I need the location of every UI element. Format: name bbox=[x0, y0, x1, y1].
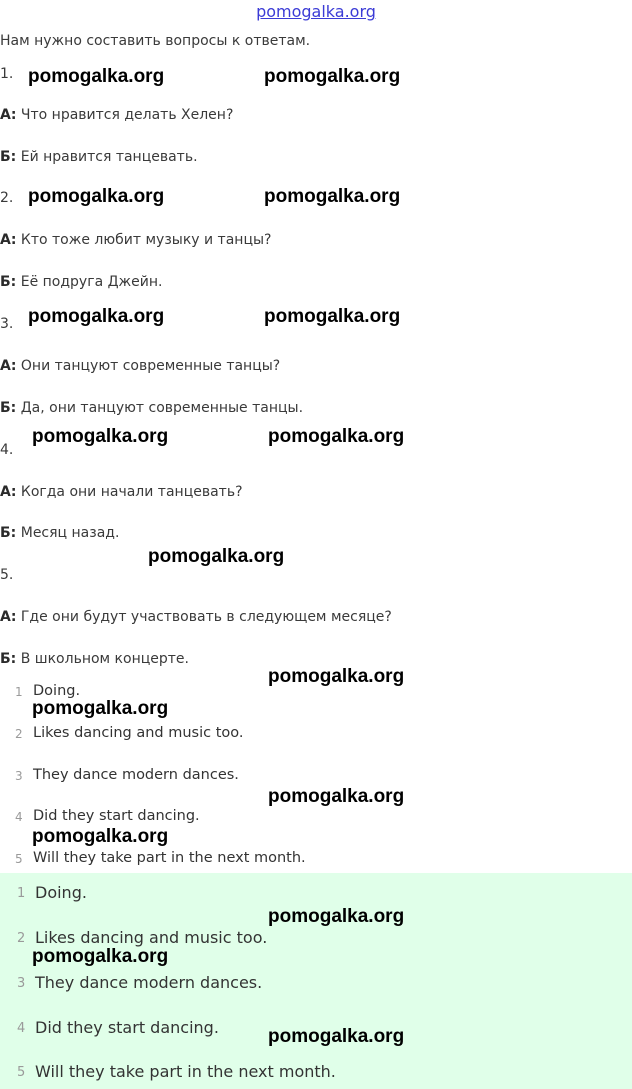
task-number: 3. bbox=[0, 316, 14, 332]
task-number: 2. bbox=[0, 190, 14, 206]
answer-text: Ей нравится танцевать. bbox=[20, 149, 198, 165]
watermark: pomogalka.org bbox=[32, 698, 169, 719]
watermark: pomogalka.org bbox=[148, 546, 285, 567]
speaker-a-label: А: bbox=[0, 484, 17, 500]
answer-number: 1 bbox=[17, 886, 26, 901]
question-text: Кто тоже любит музыку и танцы? bbox=[20, 232, 272, 248]
watermark: pomogalka.org bbox=[32, 826, 169, 847]
watermark: pomogalka.org bbox=[28, 66, 165, 87]
answer-number: 5 bbox=[15, 852, 23, 866]
watermark: pomogalka.org bbox=[32, 946, 169, 967]
watermark: pomogalka.org bbox=[32, 426, 169, 447]
speaker-b-label: Б: bbox=[0, 274, 17, 290]
answer-item-text: Will they take part in the next month. bbox=[35, 1062, 336, 1081]
speaker-b-label: Б: bbox=[0, 525, 17, 541]
answer-number: 4 bbox=[15, 810, 23, 824]
watermark: pomogalka.org bbox=[264, 306, 401, 327]
watermark: pomogalka.org bbox=[268, 1026, 405, 1047]
speaker-a-label: А: bbox=[0, 358, 17, 374]
answer-item-text: Likes dancing and music too. bbox=[35, 928, 268, 947]
speaker-a-label: А: bbox=[0, 107, 17, 123]
speaker-b-label: Б: bbox=[0, 149, 17, 165]
question-text: Что нравится делать Хелен? bbox=[20, 107, 234, 123]
watermark: pomogalka.org bbox=[268, 906, 405, 927]
answer-line bbox=[0, 651, 189, 667]
watermark: pomogalka.org bbox=[28, 186, 165, 207]
task-number: 5. bbox=[0, 567, 14, 583]
answer-text: Её подруга Джейн. bbox=[20, 274, 163, 290]
question-line bbox=[0, 484, 243, 500]
speaker-a-label: А: bbox=[0, 232, 17, 248]
answer-line bbox=[0, 149, 198, 165]
question-text: Где они будут участвовать в следующем месяце? bbox=[20, 609, 392, 625]
watermark: pomogalka.org bbox=[268, 786, 405, 807]
watermark: pomogalka.org bbox=[28, 306, 165, 327]
answer-text: В школьном концерте. bbox=[20, 651, 189, 667]
answer-line bbox=[0, 274, 162, 290]
answer-text: Да, они танцуют современные танцы. bbox=[20, 400, 304, 416]
task-number: 1. bbox=[0, 66, 14, 82]
question-text: Когда они начали танцевать? bbox=[20, 484, 243, 500]
answer-line bbox=[0, 400, 303, 416]
question-line bbox=[0, 232, 271, 248]
answer-item-text: Did they start dancing. bbox=[33, 808, 200, 824]
answer-item-text: Did they start dancing. bbox=[35, 1018, 219, 1037]
answer-item-text: Will they take part in the next month. bbox=[33, 850, 306, 866]
speaker-b-label: Б: bbox=[0, 400, 17, 416]
question-text: Они танцуют современные танцы? bbox=[20, 358, 281, 374]
question-line bbox=[0, 358, 280, 374]
answer-text: Месяц назад. bbox=[20, 525, 120, 541]
watermark: pomogalka.org bbox=[268, 666, 405, 687]
answer-number: 1 bbox=[15, 685, 23, 699]
answer-number: 2 bbox=[17, 931, 26, 946]
answer-number: 4 bbox=[17, 1021, 26, 1036]
question-line bbox=[0, 609, 392, 625]
answer-number: 2 bbox=[15, 727, 23, 741]
speaker-a-label: А: bbox=[0, 609, 17, 625]
answer-number: 3 bbox=[15, 769, 23, 783]
task-number: 4. bbox=[0, 442, 14, 458]
watermark: pomogalka.org bbox=[268, 426, 405, 447]
answer-item-text: They dance modern dances. bbox=[33, 767, 239, 783]
answer-item-text: Doing. bbox=[35, 883, 87, 902]
speaker-b-label: Б: bbox=[0, 651, 17, 667]
intro-text: Нам нужно составить вопросы к ответам. bbox=[0, 33, 311, 49]
watermark: pomogalka.org bbox=[264, 186, 401, 207]
answer-item-text: Doing. bbox=[33, 683, 81, 699]
watermark: pomogalka.org bbox=[264, 66, 401, 87]
site-header-link[interactable]: pomogalka.org bbox=[256, 2, 376, 21]
answer-item-text: They dance modern dances. bbox=[35, 973, 263, 992]
answer-line bbox=[0, 525, 119, 541]
question-line bbox=[0, 107, 233, 123]
answer-number: 3 bbox=[17, 976, 26, 991]
answer-item-text: Likes dancing and music too. bbox=[33, 725, 244, 741]
answer-number: 5 bbox=[17, 1065, 26, 1080]
